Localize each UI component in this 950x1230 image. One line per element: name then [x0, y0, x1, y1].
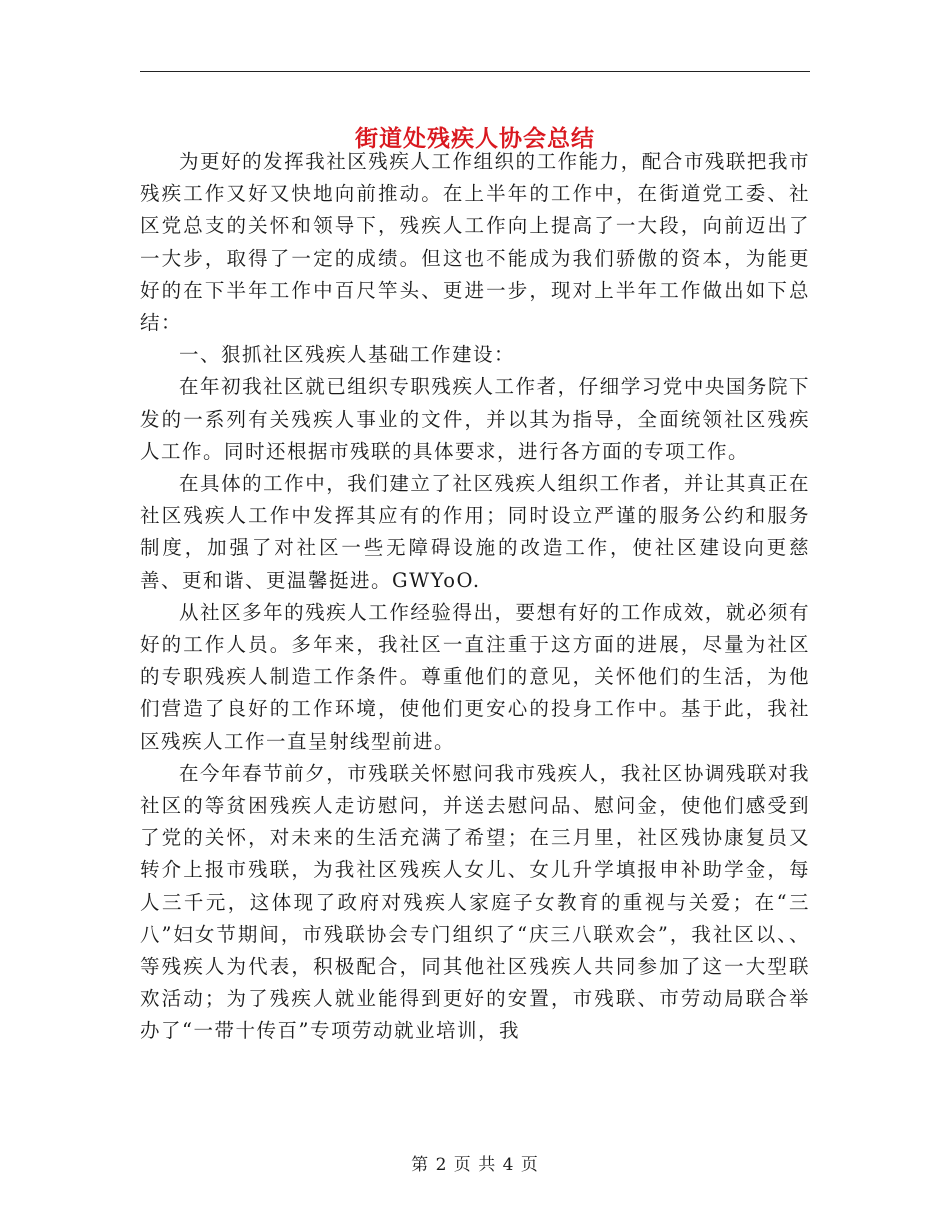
paragraph: 从社区多年的残疾人工作经验得出，要想有好的工作成效，就必须有好的工作人员。多年来，我社区一直注重于这方面的进展，尽量为社区的专职残疾人制造工作条件。尊重他们的意见，关怀他们的生活，为他们营造了良好的工作环境，使他们更安心的投身工作中。基于此，我社区残疾人工作一直呈射线型前进。	[140, 600, 810, 753]
section-heading: 一、狠抓社区残疾人基础工作建设：	[179, 343, 516, 367]
paragraph: 在年初我社区就已组织专职残疾人工作者，仔细学习党中央国务院下发的一系列有关残疾人事业的文件，并以其为指导，全面统领社区残疾人工作。同时还根据市残联的具体要求，进行各方面的专项工作。	[140, 375, 810, 463]
paragraph: 在具体的工作中，我们建立了社区残疾人组织工作者，并让其真正在社区残疾人工作中发挥其应有的作用；同时设立严谨的服务公约和服务制度，加强了对社区一些无障碍设施的改造工作，使社区建设向更慈善、更和谐、更温馨挺进。GWYoO.	[140, 472, 810, 592]
paragraph: 为更好的发挥我社区残疾人工作组织的工作能力，配合市残联把我市残疾工作又好又快地向前推动。在上半年的工作中，在街道党工委、社区党总支的关怀和领导下，残疾人工作向上提高了一大段，向前迈出了一大步，取得了一定的成绩。但这也不能成为我们骄傲的资本，为能更好的在下半年工作中百尺竿头、更进一步，现对上半年工作做出如下总结：	[140, 150, 810, 335]
header-rule	[140, 71, 810, 72]
paragraph: 在今年春节前夕，市残联关怀慰问我市残疾人，我社区协调残联对我社区的等贫困残疾人走访慰问，并送去慰问品、慰问金，使他们感受到了党的关怀，对未来的生活充满了希望；在三月里，社区残协康复员又转介上报市残联，为我社区残疾人女儿、女儿升学填报申补助学金，每人三千元，这体现了政府对残疾人家庭子女教育的重视与关爱；在“三八”妇女节期间，市残联协会专门组织了“庆三八联欢会”，我社区以、、等残疾人为代表，积极配合，同其他社区残疾人共同参加了这一大型联欢活动；为了残疾人就业能得到更好的安置，市残联、市劳动局联合举办了“一带十传百”专项劳动就业培训，我	[140, 761, 810, 1043]
document-title: 街道处残疾人协会总结	[355, 125, 595, 153]
page-number: 第 2 页 共 4 页	[411, 1155, 539, 1175]
document-body	[140, 146, 810, 1048]
